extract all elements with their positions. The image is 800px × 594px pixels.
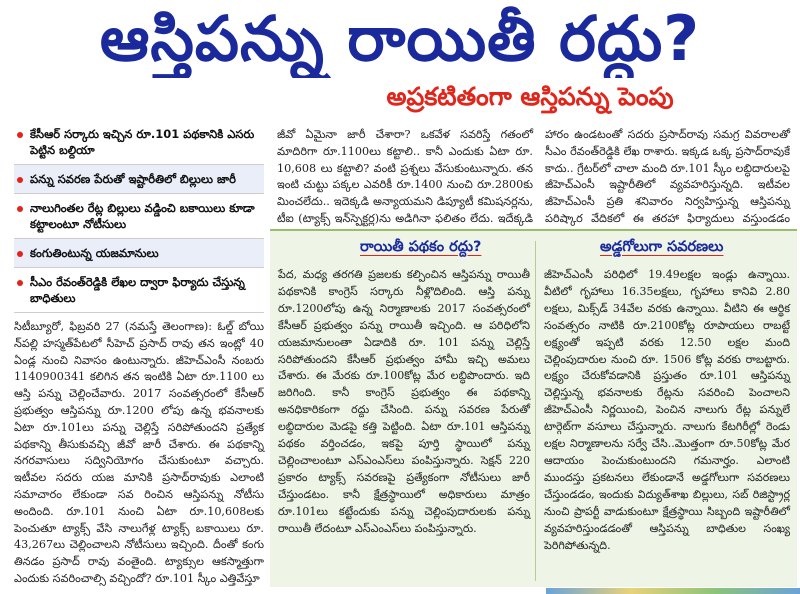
box-left-column: [278, 267, 530, 538]
subheadline: అప్రకటితంగా ఆస్తిపన్ను పెంపు: [386, 82, 674, 111]
article-body-col3: హారం ఉండటంతో సదరు ప్రసాద్‌రావు సమగ్ర వివరాలతో సీఎం రేవంత్‌రెడ్డికి లేఖ రాశారు. ఇక్కడ ఒక్క ప్రసాద్‌రావుకే కాదు.. గ్రేటర్‌లో చాలా మంది రూ.101 స్కీం లబ్ధిదారులపై జీహెచ్ఎంసీ ఇష్టారీతిలో వ్యవహరిస్తున్నది. ఇటీవల జీహెచ్ఎంసీ ప్రతి శనివారం నిర్వహిస్తున్న ఆస్తిపన్ను పరిష్కార వేదికలో ఈ తరహా ఫిర్యాదులు వస్తుండడం: [545, 128, 790, 225]
ad-strip: [546, 588, 800, 594]
headline: ఆస్తిపన్ను రాయితీ రద్దు?: [99, 2, 701, 75]
column-3: [545, 127, 790, 245]
article-body-col1: సిటీబ్యూరో, ఫిబ్రవరి 27 (నమస్తే తెలంగాణ): ఓల్డ్ బోయి న్‌పల్లి హస్మత్‌పేటలో సీహెచ్ ప్రసాద్ రావు తన ఇంట్లో 40 ఏండ్ల నుంచి నివాసం ఉంటున్నారు. జీహెచ్ఎంసీ నంబరు 1140900341 కలిగిన తన ఇంటికి ఏటా రూ.1100 లు ఆస్తి పన్ను చెల్లించేవారు. 2017 సంవత్సరంలో కేసీఆర్ ప్రభుత్వం ఆస్తిపన్ను రూ.1200 లోపు ఉన్న భవనాలకు ఏటా రూ.101లు పన్ను చెల్లిస్తే సరిపోతుందని ప్రత్యేక పథకాన్ని తీసుకువచ్చి జీవో జారీ చేశారు. ఈ పథకాన్ని నగరవాసులు సద్వినియోగం చేసుకుంటూ వచ్చారు. ఇటీవల సదరు యజ మానికి ప్రసాద్‌రావుకు ఎలాంటి సమాచారం లేకుండా సవ రించిన ఆస్తిపన్ను నోటీసు అందింది. రూ.101 నుంచి ఏటా రూ.10,608లకు పెంచుతూ ట్యాక్స్ వేసి నాలుగేళ్ల ట్యాక్స్ బకాయిలు రూ. 43,267లు చెల్లించాలని నోటీసులు ఇచ్చింది. దీంతో కంగు తినడం ప్రసాద్ రావు వంతైంది. ట్యాక్సుల ఆకస్మాత్తుగా ఎందుకు సవరించాల్సి వచ్చిందో? రూ.101 స్కీం ఎత్తివేస్తూ: [14, 320, 264, 585]
highlight-item: సీఎం రేవంత్‌రెడ్డికి లేఖల ద్వారా ఫిర్యాదు చేస్తున్న బాధితులు: [14, 268, 264, 313]
highlight-item: పన్ను సవరణ పేరుతో ఇష్టారీతిలో బిల్లులు జారీ: [14, 165, 264, 194]
box-divider: [535, 241, 536, 581]
highlight-item: కంగుతింటున్న యజమానులు: [14, 239, 264, 268]
highlight-item: నాలుగింతల రేట్ల బిల్లులు వడ్డించి బకాయిలు కూడా కట్టాలంటూ నోటీసులు: [14, 194, 264, 239]
box-right-title: అడ్డగోలుగా సవరణలు: [600, 239, 724, 255]
box-left-title: రాయితీ పథకం రద్దు?: [360, 239, 482, 255]
column-2: [277, 127, 533, 245]
article-body-col2: జీవో ఏమైనా జారీ చేశారా? ఒకవేళ సవరిస్తే గతంలో మాదిరిగా రూ.1100లు కట్టాలి.. కానీ ఎందుకు ఏటా రూ. 10,608 లు కట్టాలి? వంటి ప్రశ్నలు వేసుకుంటున్నారు. తన ఇంటి చుట్టు పక్కల ఎవరికీ రూ.1400 నుంచి రూ.2800కు మించలేదు.. ఇదెక్కడి అన్యాయమని డిప్యూటీ కమిషనర్లను, టీఐ (ట్యాక్స్ ఇన్‌స్పెక్టర్ల)ను అడిగినా ఫలితం లేదు. ఇదేక్కడి: [277, 128, 533, 225]
sidebar-box: [270, 229, 797, 587]
box-right-column: [544, 267, 790, 554]
highlight-item: కేసీఆర్ సర్కారు ఇచ్చిన రూ.101 పథకానికి ఎసరు పెట్టిన బల్దియా: [14, 120, 264, 165]
box-left-body: పేద, మధ్య తరగతి ప్రజలకు కల్పించిన ఆస్తిపన్ను రాయితీ పథకానికి కాంగ్రెస్ సర్కారు నీళ్లొదిలింది. ఆస్తి పన్ను రూ.1200లోపు ఉన్న నిర్మాణాలకు 2017 సంవత్సరంలో కేసీఆర్ ప్రభుత్వం పన్ను రాయితీ ఇచ్చింది. ఆ పరిధిలోని యజమానులంతా ఏడాదికి రూ. 101 పన్ను చెల్లిస్తే సరిపోతుందని కేసీఆర్ ప్రభుత్వం హామీ ఇచ్చి అమలు చేశారు. ఈ మేరకు రూ.100కోట్ల మేర లబ్ధిపొందారు. ఇది జరిగింది. కానీ కాంగ్రెస్ ప్రభుత్వం ఈ పథకాన్ని అనధికారికంగా రద్దు చేసింది. పన్ను సవరణ పేరుతో లబ్ధిదారుల మెడపై కత్తి పెట్టింది. ఏటా రూ.101 ఆస్తిపన్ను పథకం వర్తించడం, ఇకపై పూర్తి స్థాయిలో పన్ను చెల్లించాలంటూ ఎస్ఎంఎస్‌లు పంపిస్తున్నారు. సెక్షన్ 220 ప్రకారం ట్యాక్స్ సవరణపై ప్రత్యేకంగా నోటీసులు జారీ చేస్తుండటం. కానీ క్షేత్రస్థాయిలో అధికారులు మాత్రం రూ.101లు కట్టేందుకు పన్ను చెల్లింపుదారులకు పన్ను రాయితీ లేదంటూ ఎస్ఎంఎస్‌లు పంపిస్తున్నారు.: [278, 268, 530, 535]
box-right-body: జీహెచ్ఎంసీ పరిధిలో 19.49లక్షల ఇండ్లు ఉన్నాయి. వీటిలో గృహాలు 16.35లక్షలు, గృహాలు కానివి 2.80 లక్షలు, మిక్స్‌డ్ 34వేల వరకు ఉన్నాయి. వీటిని ఈ ఆర్థిక సంవత్సరం నాటికి రూ.2100కోట్ల రూపాయలు రాబట్టే లక్ష్యంతో ఇప్పటి వరకు 12.50 లక్షల మంది చెల్లింపుదారుల నుంచి రూ. 1506 కోట్ల వరకు రాబట్టారు. లక్ష్యం చేరుకోవడానికి ప్రస్తుతం రూ.101 ఆస్తిపన్ను చెల్లిస్తున్న భవనాలకు రేట్లను సవరించి పెంచాలని జీహెచ్ఎంసీ నిర్ణయించి, పెంచిన నాలుగు రేట్ల పన్నులే టార్గెట్‌గా వసూలు చేస్తున్నారు. నాలుగు కేటగిరీల్లో రెండు లక్షల నిర్మాణాలను సర్వే చేసి..మొత్తంగా రూ.50కోట్ల మేర ఆదాయం పెంచుకుంటుందని గమనార్హం. ఎలాంటి ముందస్తు ప్రకటనలు లేకుండానే అడ్డగోలుగా సవరణలు చేస్తుండడం, ఇందుకు విద్యుత్‌శాఖ బిల్లులు, సబ్ రిజిస్ట్రార్ల నుంచి ప్రాపర్టీ వాడుకుంటూ క్షేత్రస్థాయి సిబ్బంది ఇష్టారీతిలో వ్యవహరిస్తుండడంతో ఆస్తిపన్ను బాధితుల సంఖ్య పెరిగిపోతున్నది.: [544, 268, 790, 552]
column-1: [14, 120, 264, 594]
